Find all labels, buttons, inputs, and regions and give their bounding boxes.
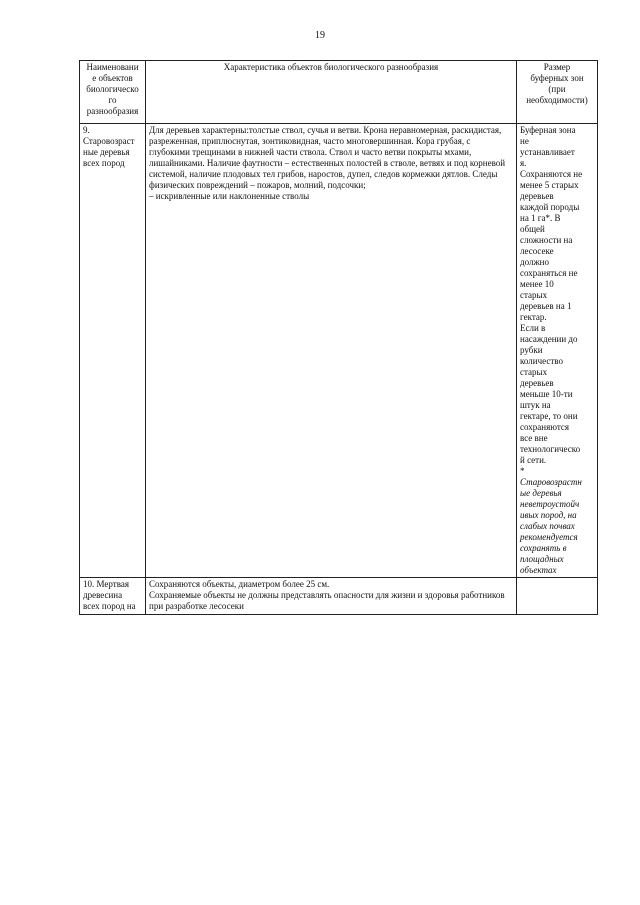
header-text: биологическо xyxy=(86,84,139,94)
buffer-zone-text: каждой породы xyxy=(520,202,580,212)
footnote-text: площадных xyxy=(520,554,564,564)
header-text: (при xyxy=(548,84,566,94)
buffer-zone-text: сложности на xyxy=(520,235,573,245)
buffer-zone-text: я. xyxy=(520,158,527,168)
footnote-text: объектах xyxy=(520,565,557,575)
buffer-zone-text: технологическо xyxy=(520,444,581,454)
row9-buffer-zone xyxy=(517,124,598,578)
buffer-zone-text: сохраняться не xyxy=(520,268,578,278)
buffer-zone-text: гектаре, то они xyxy=(520,411,578,421)
header-text: Размер xyxy=(543,62,571,72)
row9-object-name xyxy=(80,124,146,578)
biodiversity-table xyxy=(79,60,598,615)
buffer-zone-text: деревьев xyxy=(520,378,554,388)
buffer-zone-text: гектар. xyxy=(520,312,547,322)
buffer-zone-text: Сохраняются не xyxy=(520,169,583,179)
footnote-text: слабых почвах xyxy=(520,521,575,531)
object-name-text: всех пород xyxy=(83,158,125,168)
table-row xyxy=(80,578,598,615)
buffer-zone-text: й сети. xyxy=(520,455,547,465)
buffer-zone-text: насаждении до xyxy=(520,334,578,344)
buffer-zone-text: должно xyxy=(520,257,549,267)
header-text: разнообразия xyxy=(86,106,139,116)
object-name-text: 10. Мертвая xyxy=(83,579,129,589)
buffer-zone-text: Если в xyxy=(520,323,546,333)
object-name-text: древесина xyxy=(83,590,123,600)
object-name-text: 9. xyxy=(83,125,90,135)
row9-characteristics xyxy=(146,124,517,578)
header-text: буферных зон xyxy=(530,73,584,83)
buffer-zone-text: количество xyxy=(520,356,563,366)
buffer-zone-text: на 1 га*. В xyxy=(520,213,561,223)
header-characteristics xyxy=(146,61,517,124)
characteristics-text: – искривленные или наклоненные стволы xyxy=(149,191,310,201)
buffer-zone-text: рубки xyxy=(520,345,543,355)
buffer-zone-text: менее 5 старых xyxy=(520,180,579,190)
header-object-name xyxy=(80,61,146,124)
buffer-zone-text: менее 10 xyxy=(520,279,554,289)
row10-characteristics xyxy=(146,578,517,615)
buffer-zone-text: не xyxy=(520,136,529,146)
footnote-text: Старовозрастн xyxy=(520,477,582,487)
buffer-zone-text: штук на xyxy=(520,400,551,410)
buffer-zone-text: старых xyxy=(520,367,548,377)
table-header-row xyxy=(80,61,598,124)
characteristics-text: Для деревьев характерны:толстые ствол, сучья и ветви. Крона неравномерная, раскидистая, разреженная, приплюснутая, зонтиковидная, часто многовершинная. Кора грубая, с глубокими трещинами в нижней части ствола. Ствол и часто ветви покрыты мхами, лишайниками. Наличие фаутности – естественных полостей в стволе, ветвях и под корневой системой, наличие плодовых тел грибов, наростов, дупел, следов кормежки дятлов. Следы физических повреждений – пожаров, молний, подсочки; xyxy=(149,125,506,190)
object-name-text: всех пород на xyxy=(83,601,136,611)
page-number: 19 xyxy=(315,30,325,41)
object-name-text: ные деревья xyxy=(83,147,130,157)
footnote-text: рекомендуется xyxy=(520,532,578,542)
buffer-zone-text: сохраняются xyxy=(520,422,570,432)
footnote-text: ивых пород, на xyxy=(520,510,577,520)
header-text: е объектов xyxy=(92,73,133,83)
characteristics-text: Сохраняются объекты, диаметром более 25 см. xyxy=(149,579,330,589)
buffer-zone-text: лесосеке xyxy=(520,246,554,256)
header-text: го xyxy=(108,95,117,105)
row10-object-name xyxy=(80,578,146,615)
buffer-zone-text: общей xyxy=(520,224,545,234)
footnote-text: неветроустойч xyxy=(520,499,580,509)
buffer-zone-text: старых xyxy=(520,290,548,300)
object-name-text: Старовозраст xyxy=(83,136,135,146)
header-text: Наименовани xyxy=(86,62,139,72)
footnote-text: ые деревья xyxy=(520,488,562,498)
characteristics-text: Сохраняемые объекты не должны представлять опасности для жизни и здоровья работников при разработке лесосеки xyxy=(149,590,505,611)
buffer-zone-text: устанавливает xyxy=(520,147,575,157)
header-text: Характеристика объектов биологического разнообразия xyxy=(223,62,439,72)
header-buffer-zone xyxy=(517,61,598,124)
buffer-zone-text: Буферная зона xyxy=(520,125,576,135)
buffer-zone-text: деревьев xyxy=(520,191,554,201)
footnote-text: сохранять в xyxy=(520,543,567,553)
footnote-mark: * xyxy=(520,466,525,476)
header-text: необходимости) xyxy=(526,95,588,105)
table-row xyxy=(80,124,598,578)
buffer-zone-text: деревьев на 1 xyxy=(520,301,572,311)
row10-buffer-zone xyxy=(517,578,598,615)
buffer-zone-text: все вне xyxy=(520,433,548,443)
buffer-zone-text: меньше 10-ти xyxy=(520,389,573,399)
